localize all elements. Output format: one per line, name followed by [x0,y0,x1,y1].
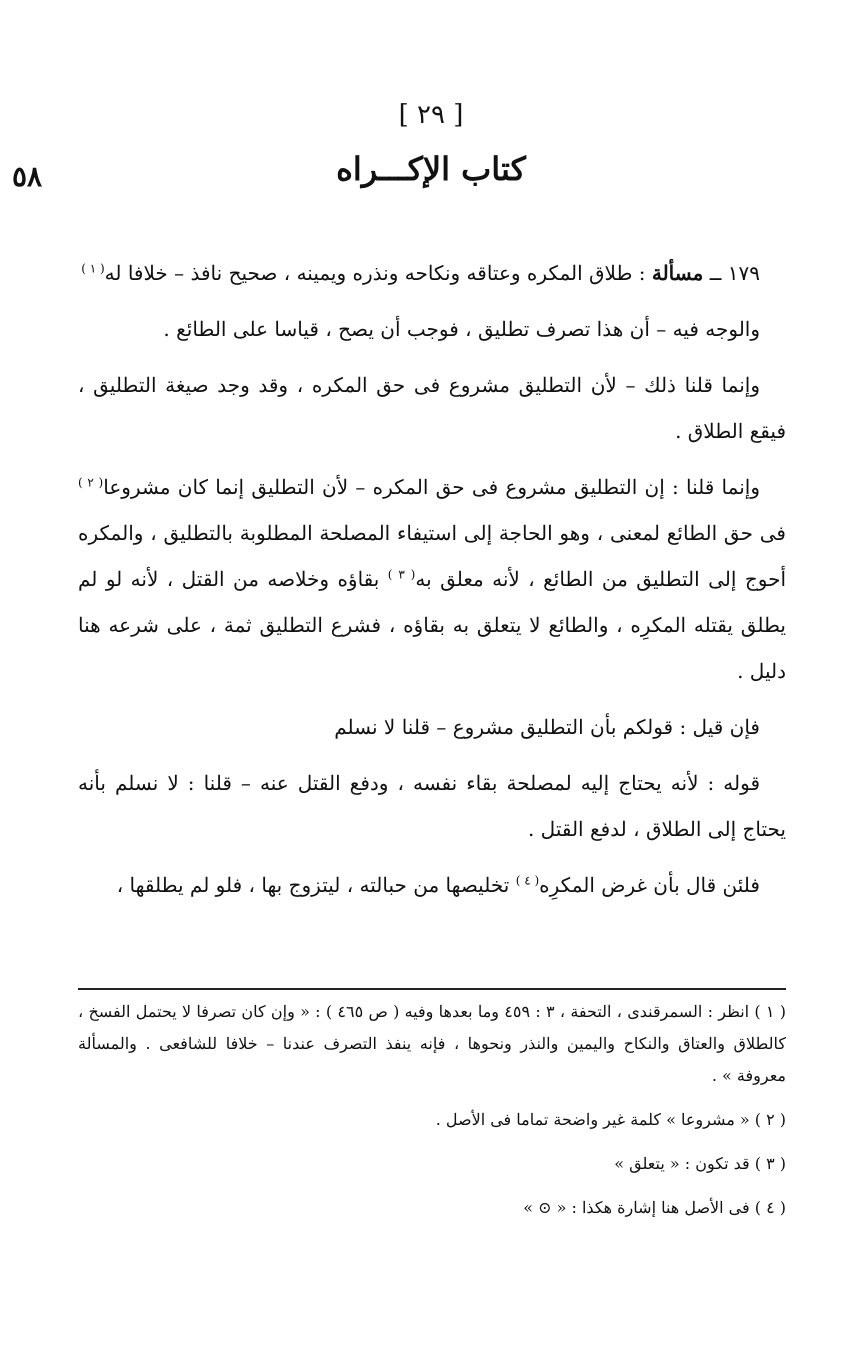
paragraph-text: والوجه فيه – أن هذا تصرف تطليق ، فوجب أن يصح ، قياسا على الطائع . [163,317,760,341]
footnote-ref: ( ٣ ) [387,567,416,582]
chapter-title: كتاب الإكـــراه [336,150,526,188]
footnote-2: ( ٢ ) « مشروعا » كلمة غير واضحة تماما فى الأصل . [435,1110,786,1129]
paragraph-text: بقاؤه وخلاصه من القتل ، لأنه لو لم يطلق يقتله المكرِه ، والطائع لا يتعلق به بقاؤه ، فشرع التطليق ثمة ، على شرعه هنا دليل . [78,567,786,683]
paragraph [78,704,786,750]
paragraph-text: قوله : لأنه يحتاج إليه لمصلحة بقاء نفسه ، ودفع القتل عنه – قلنا : لا نسلم بأنه يحتاج إلى الطلاق ، لدفع القتل . [78,771,786,841]
issue-number: ١٧٩ ــ [709,261,760,285]
paragraph-text: فى حق الطائع لمعنى ، وهو الحاجة إلى استيفاء المصلحة المطلوبة بالتطليق ، والمكره أحوج إلى التطليق من الطائع ، لأنه معلق به [78,521,787,591]
footnotes [78,996,786,1236]
page-number: ٥٨ [12,160,43,193]
footnote-3: ( ٣ ) قد تكون : « يتعلق » [614,1154,786,1173]
footnote-1: ( ١ ) انظر : السمرقندى ، التحفة ، ٣ : ٤٥٩ وما بعدها وفيه ( ص ٤٦٥ ) : « وإن كان تصرفا لا يحتمل الفسخ ، كالطلاق والعتاق والنكاح واليمين والنذر ونحوها ، فإنه ينفذ التصرف عندنا – خلافا للشافعى . والمسألة معروفة » . [78,1002,787,1085]
issue-label: مسألة [651,261,704,285]
chapter-number: [ ٢٩ ] [398,100,464,130]
footnote-ref: ( ١ ) [81,261,105,276]
paragraph-text: فلئن قال بأن غرض المكرِه [539,873,760,897]
paragraph [78,464,786,694]
paragraph [78,306,786,352]
paragraph-text: وإنما قلنا ذلك – لأن التطليق مشروع فى حق المكره ، وقد وجد صيغة التطليق ، فيقع الطلاق . [78,373,786,443]
paragraph-text: : طلاق المكره وعتاقه ونكاحه ونذره ويمينه ، صحيح نافذ – خلافا له [104,261,646,285]
paragraph-text: وإنما قلنا : إن التطليق مشروع فى حق المكره – لأن التطليق إنما كان مشروعا [103,475,760,499]
footnote-ref: ( ٤ ) [515,873,540,888]
paragraph-text: تخليصها من حبالته ، ليتزوج بها ، فلو لم يطلقها ، [116,873,510,897]
paragraph-text: فإن قيل : قولكم بأن التطليق مشروع – قلنا لا نسلم [334,715,760,739]
main-text [78,250,786,918]
paragraph [78,760,786,852]
footnote-ref: ( ٢ ) [78,475,104,490]
footnote-4: ( ٤ ) فى الأصل هنا إشارة هكذا : « ⊙ » [523,1198,786,1217]
footnote-divider [78,988,786,990]
paragraph [78,362,786,454]
paragraph-issue [78,250,786,296]
paragraph [78,862,786,908]
